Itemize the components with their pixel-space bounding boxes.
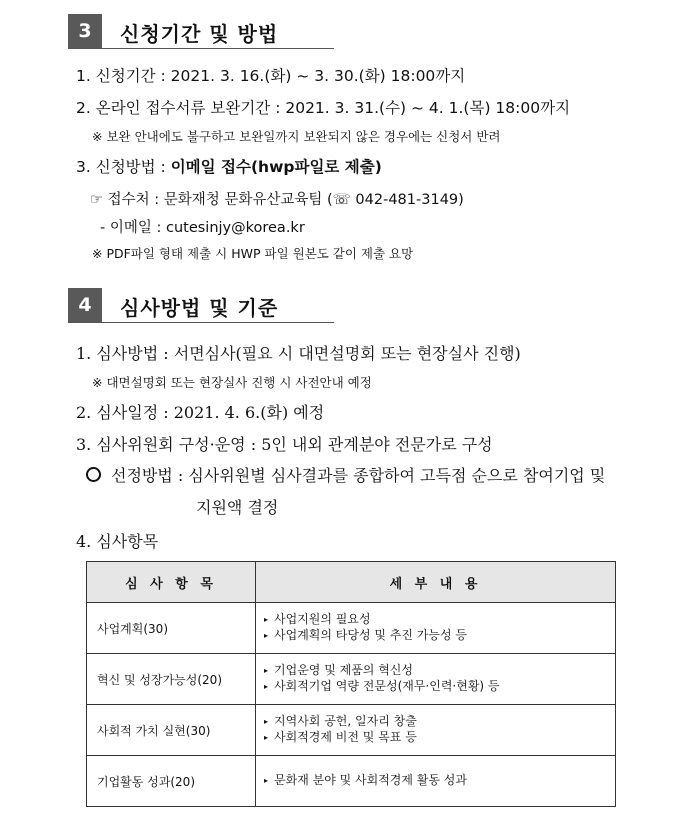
section-3-header: [68, 14, 334, 49]
row-detail: [256, 603, 616, 654]
application-method-value: 이메일 접수(hwp파일로 제출): [170, 158, 382, 176]
pdf-note: ※ PDF파일 형태 제출 시 HWP 파일 원본도 같이 제출 요망: [92, 246, 414, 261]
detail-bullet: ▸ 사업지원의 필요성: [264, 612, 614, 628]
circle-bullet-icon: [86, 467, 101, 482]
header-detail: 세 부 내 용: [256, 562, 616, 603]
review-committee: 3. 심사위원회 구성·운영 : 5인 내외 관계분야 전문가로 구성: [76, 435, 493, 454]
section-3-title: 신청기간 및 방법: [120, 22, 279, 46]
review-schedule: 2. 심사일정 : 2021. 4. 6.(화) 예정: [76, 403, 325, 422]
selection-method-text: 선정방법 : 심사위원별 심사결과를 종합하여 고득점 순으로 참여기업 및: [111, 466, 606, 485]
detail-bullet: ▸ 사회적경제 비전 및 목표 등: [264, 730, 614, 746]
section-4-header: [68, 288, 334, 323]
application-method-label: 3. 신청방법 :: [76, 158, 171, 176]
section-3-number: 3: [68, 14, 102, 48]
table-row: [87, 603, 616, 654]
application-period: 1. 신청기간 : 2021. 3. 16.(화) ~ 3. 30.(화) 18:00까지: [76, 67, 466, 85]
application-method: [76, 155, 382, 177]
table-row: [87, 654, 616, 705]
row-item: 사회적 가치 실현(30): [87, 705, 256, 756]
detail-bullet: ▸ 문화재 분야 및 사회적경제 활동 성과: [264, 773, 614, 789]
section-4-title: 심사방법 및 기준: [120, 296, 279, 320]
table-header-row: [87, 562, 616, 603]
row-item: 기업활동 성과(20): [87, 756, 256, 807]
detail-bullet: ▸ 사업계획의 타당성 및 추진 가능성 등: [264, 628, 614, 644]
detail-bullet: ▸ 지역사회 공헌, 일자리 창출: [264, 714, 614, 730]
selection-method-cont: 지원액 결정: [196, 498, 279, 517]
detail-bullet: ▸ 기업운영 및 제품의 혁신성: [264, 663, 614, 679]
review-items-heading: 4. 심사항목: [76, 532, 159, 551]
table-row: [87, 756, 616, 807]
section-4-number: 4: [68, 288, 102, 322]
row-item: 사업계획(30): [87, 603, 256, 654]
row-detail: [256, 756, 616, 807]
review-method: 1. 심사방법 : 서면심사(필요 시 대면설명회 또는 현장실사 진행): [76, 344, 521, 363]
row-detail: [256, 654, 616, 705]
row-detail: [256, 705, 616, 756]
review-method-note: ※ 대면설명회 또는 현장실사 진행 시 사전안내 예정: [92, 375, 372, 390]
row-item: 혁신 및 성장가능성(20): [87, 654, 256, 705]
detail-bullet: ▸ 사회적기업 역량 전문성(재무·인력·현황) 등: [264, 679, 614, 695]
table-row: [87, 705, 616, 756]
email-info: - 이메일 : cutesinjy@korea.kr: [100, 220, 305, 236]
supplement-period: 2. 온라인 접수서류 보완기간 : 2021. 3. 31.(수) ~ 4. 1.(목) 18:00까지: [76, 99, 571, 117]
selection-method: [86, 463, 605, 486]
review-criteria-table: [86, 561, 616, 807]
supplement-note: ※ 보완 안내에도 불구하고 보완일까지 보완되지 않은 경우에는 신청서 반려: [92, 129, 501, 144]
contact-info: ☞ 접수처 : 문화재청 문화유산교육팀 (☏ 042-481-3149): [90, 192, 464, 208]
header-item: 심 사 항 목: [87, 562, 256, 603]
